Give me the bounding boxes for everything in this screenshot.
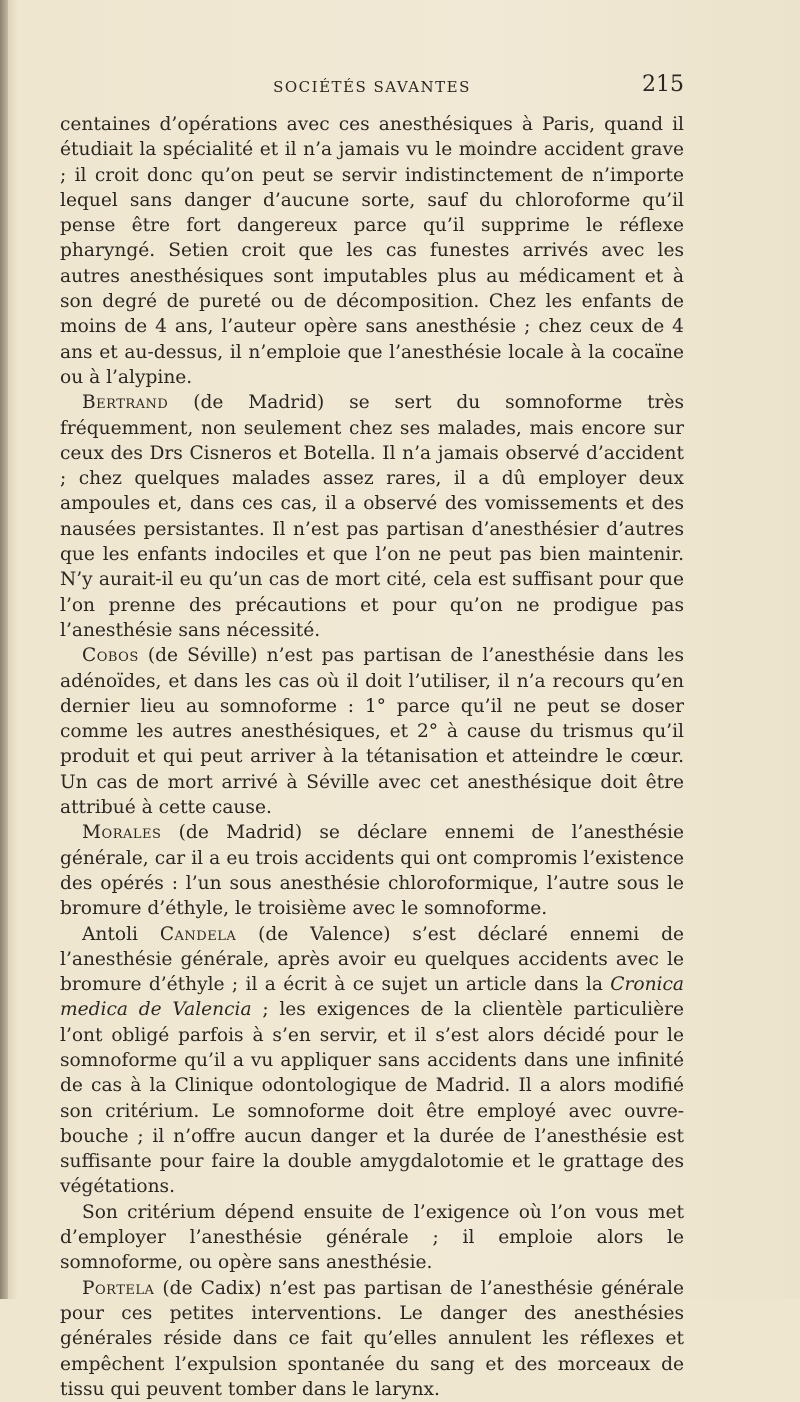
author-name: Morales — [82, 822, 162, 844]
page-number: 215 — [642, 72, 684, 97]
author-name: Portela — [82, 1277, 155, 1299]
paragraph-portela — [60, 1276, 684, 1402]
paragraph-cobos — [60, 643, 684, 820]
author-first-name: Antoli — [82, 923, 160, 945]
author-name: Bertrand — [82, 392, 169, 414]
paragraph-criterium — [60, 1200, 684, 1276]
paragraph-text: (de Madrid) se sert du somnoforme très fréquemment, non seulement chez ses malades, mais encore sur ceux des Drs Cisneros et Botella. Il n’a jamais observé d’accident ; chez quelques malades assez rares, il a dû employer deux ampoules et, dans ces cas, il a observé des vomissements et des nausées persistantes. Il n’est pas partisan d’anesthésier d’autres que les enfants indociles et que l’on ne peut pas bien maintenir. N’y aurait-il eu qu’un cas de mort cité, cela est suffisant pour que l’on prenne des précautions et pour qu’on ne prodigue pas l’anesthésie sans nécessité. — [60, 392, 684, 641]
article-body — [60, 112, 684, 1402]
paragraph-text: (de Valence) s’est déclaré ennemi de l’anesthésie générale, après avoir eu quelques accidents avec le bromure d’éthyle ; il a écrit à ce sujet un article dans la — [60, 923, 685, 996]
paragraph-text: (de Cadix) n’est pas partisan de l’anesthésie générale pour ces petites interventions. Le danger des anesthésies générales réside dans ce fait qu’elles annulent les réflexes et empêchent l’expulsion spontanée du sang et des morceaux de tissu qui peuvent tomber dans le larynx. — [60, 1277, 684, 1400]
running-title: SOCIÉTÉS SAVANTES — [273, 78, 471, 96]
paragraph-text: Son critérium dépend ensuite de l’exigence où l’on vous met d’employer l’anesthésie générale ; il emploie alors le somnoforme, ou opère sans anesthésie. — [60, 1201, 684, 1274]
paragraph-text: (de Madrid) se déclare ennemi de l’anesthésie générale, car il a eu trois accidents qui ont compromis l’existence des opérés : l’un sous anesthésie chloroformique, l’autre sous le bromure d’éthyle, le troisième avec le somnoforme. — [60, 822, 684, 920]
paragraph-candela — [60, 922, 684, 1200]
author-name: Cobos — [82, 645, 139, 667]
page-header — [60, 72, 684, 102]
paragraph-setien-continued — [60, 112, 684, 390]
author-name: Candela — [159, 923, 237, 945]
paragraph-text: (de Séville) n’est pas partisan de l’anesthésie dans les adénoïdes, et dans les cas où il doit l’utiliser, il n’a recours qu’en dernier lieu au somnoforme : 1° parce qu’il ne peut se doser comme les autres anesthésiques, et 2° à cause du trismus qu’il produit et qui peut arriver à la tétanisation et atteindre le cœur. Un cas de mort arrivé à Séville avec cet anesthésique doit être attribué à cette cause. — [60, 645, 684, 819]
journal-title: Cronica medica de Valencia — [60, 974, 684, 1021]
paragraph-text: ; les exigences de la clientèle particulière l’ont obligé parfois à s’en servir, et il s’est alors décidé pour le somnoforme qu’il a vu appliquer sans accidents dans une infinité de cas à la Clinique odontologique de Madrid. Il a alors modifié son critérium. Le somnoforme doit être employé avec ouvre-bouche ; il n’offre aucun danger et la durée de l’anesthésie est suffisante pour faire la double amygdalotomie et le grattage des végétations. — [60, 999, 685, 1198]
paragraph-morales — [60, 820, 684, 921]
paragraph-text: centaines d’opérations avec ces anesthésiques à Paris, quand il étudiait la spécialité et il n’a jamais vu le moindre accident grave ; il croit donc qu’on peut se servir indistinctement de n’importe lequel sans danger d’aucune sorte, sauf du chloroforme qu’il pense être fort dangereux parce qu’il supprime le réflexe pharyngé. Setien croit que les cas funestes arrivés avec les autres anesthésiques sont imputables plus au médicament et à son degré de pureté ou de décomposition. Chez les enfants de moins de 4 ans, l’auteur opère sans anesthésie ; chez ceux de 4 ans et au-dessus, il n’emploie que l’anesthésie locale à la cocaïne ou à l’alypine. — [60, 114, 684, 388]
paragraph-bertrand — [60, 390, 684, 643]
book-spine-shadow — [0, 0, 8, 1299]
